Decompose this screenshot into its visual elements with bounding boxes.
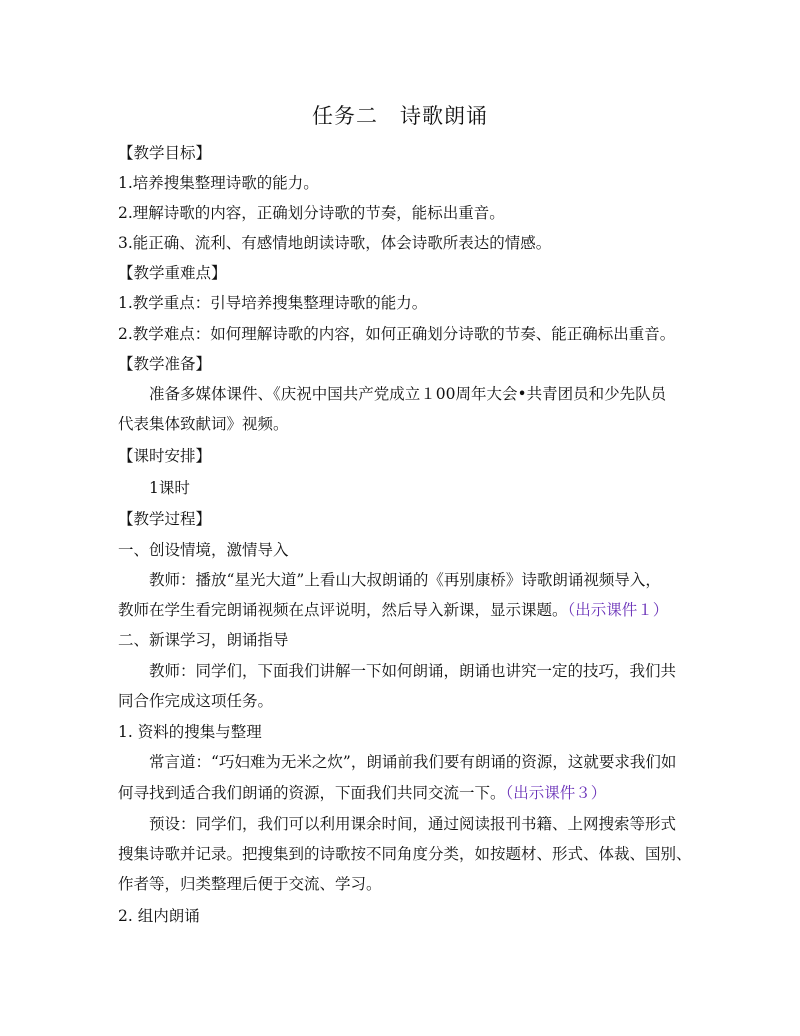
process-heading: 【教学过程】 <box>118 510 212 528</box>
preparation-line-2: 代表集体致献词》视频。 <box>118 415 289 433</box>
sub1-preset-line-3: 作者等，归类整理后便于交流、学习。 <box>118 875 382 893</box>
sub1-preset-line-2: 搜集诗歌并记录。把搜集到的诗歌按不同角度分类，如按题材、形式、体裁、国别、 <box>118 845 692 863</box>
step1-paragraph-text: 教师在学生看完朗诵视频在点评说明，然后导入新课，显示课题。 <box>118 601 568 619</box>
goal-item-3: 3.能正确、流利、有感情地朗读诗歌，体会诗歌所表达的情感。 <box>118 234 552 252</box>
key-points-heading: 【教学重难点】 <box>118 264 227 282</box>
goals-heading: 【教学目标】 <box>118 144 212 162</box>
step2-paragraph-line-2: 同合作完成这项任务。 <box>118 692 274 710</box>
step1-paragraph-line-1: 教师：播放“星光大道”上看山大叔朗诵的《再别康桥》诗歌朗诵视频导入， <box>149 571 661 589</box>
sub2-heading: 2. 组内朗诵 <box>118 907 200 925</box>
title-part2: 诗歌朗诵 <box>400 104 488 128</box>
key-point-item-2: 2.教学难点：如何理解诗歌的内容，如何正确划分诗歌的节奏、能正确标出重音。 <box>118 325 676 343</box>
courseware-reference-3: （出示课件３） <box>505 784 607 802</box>
goal-item-2: 2.理解诗歌的内容，正确划分诗歌的节奏，能标出重音。 <box>118 204 505 222</box>
step2-paragraph-line-1: 教师：同学们，下面我们讲解一下如何朗诵，朗诵也讲究一定的技巧，我们共 <box>149 662 677 680</box>
page-title <box>0 100 800 130</box>
step1-heading: 一、创设情境，激情导入 <box>118 541 289 559</box>
step1-paragraph-line-2 <box>118 600 698 620</box>
preparation-heading: 【教学准备】 <box>118 355 212 373</box>
courseware-reference-1: （出示课件１） <box>567 601 669 619</box>
sub1-paragraph-line-2 <box>118 783 698 803</box>
key-point-item-1: 1.教学重点：引导培养搜集整理诗歌的能力。 <box>118 294 428 312</box>
sub1-paragraph-text: 何寻找到适合我们朗诵的资源，下面我们共同交流一下。 <box>118 784 506 802</box>
sub1-heading: 1. 资料的搜集与整理 <box>118 723 262 741</box>
preparation-line-1: 准备多媒体课件、《庆祝中国共产党成立１00周年大会•共青团员和少先队员 <box>149 385 667 403</box>
schedule-heading: 【课时安排】 <box>118 447 212 465</box>
sub1-paragraph-line-1: 常言道：“巧妇难为无米之炊”，朗诵前我们要有朗诵的资源，这就要求我们如 <box>149 753 677 771</box>
title-part1: 任务二 <box>312 104 378 128</box>
step2-heading: 二、新课学习，朗诵指导 <box>118 631 289 649</box>
sub1-preset-line-1: 预设：同学们，我们可以利用课余时间，通过阅读报刊书籍、上网搜索等形式 <box>149 815 677 833</box>
schedule-text: 1课时 <box>149 479 190 497</box>
goal-item-1: 1.培养搜集整理诗歌的能力。 <box>118 174 319 192</box>
